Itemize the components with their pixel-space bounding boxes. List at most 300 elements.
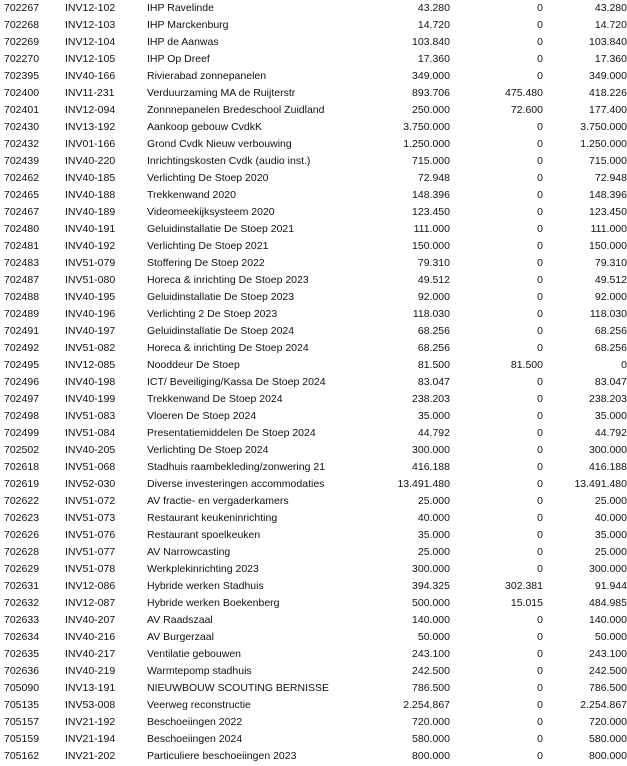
project-code-cell[interactable]: INV52-030 — [65, 478, 116, 490]
row-number-cell[interactable]: 705090 — [4, 682, 40, 694]
budget-cell[interactable]: 150.000 — [412, 240, 450, 252]
budget-cell[interactable]: 40.000 — [417, 512, 450, 524]
project-code-cell[interactable]: INV12-087 — [65, 597, 116, 609]
remaining-cell[interactable]: 43.280 — [594, 2, 627, 14]
budget-cell[interactable]: 92.000 — [417, 291, 450, 303]
budget-cell[interactable]: 68.256 — [417, 325, 450, 337]
spent-cell[interactable]: 0 — [537, 36, 543, 48]
row-number-cell[interactable]: 702495 — [4, 359, 40, 371]
description-cell[interactable]: Verlichting De Stoep 2020 — [147, 172, 269, 184]
description-cell[interactable]: Stoffering De Stoep 2022 — [147, 257, 265, 269]
budget-cell[interactable]: 25.000 — [417, 546, 450, 558]
project-code-cell[interactable]: INV40-199 — [65, 393, 116, 405]
row-number-cell[interactable]: 702499 — [4, 427, 40, 439]
table-row — [0, 425, 627, 442]
remaining-cell[interactable]: 238.203 — [589, 393, 627, 405]
description-cell[interactable]: Vloeren De Stoep 2024 — [147, 410, 257, 422]
spent-cell[interactable]: 0 — [537, 53, 543, 65]
table-row — [0, 527, 627, 544]
remaining-cell[interactable]: 50.000 — [594, 631, 627, 643]
remaining-cell[interactable]: 40.000 — [594, 512, 627, 524]
table-row — [0, 255, 627, 272]
table-row — [0, 459, 627, 476]
remaining-cell[interactable]: 416.188 — [589, 461, 627, 473]
project-code-cell[interactable]: INV40-166 — [65, 70, 116, 82]
description-cell[interactable]: AV Raadszaal — [147, 614, 213, 626]
description-cell[interactable]: Zonnnepanelen Bredeschool Zuidland — [147, 104, 325, 116]
budget-cell[interactable]: 17.360 — [417, 53, 450, 65]
description-cell[interactable]: IHP de Aanwas — [147, 36, 219, 48]
description-cell[interactable]: AV fractie- en vergaderkamers — [147, 495, 289, 507]
remaining-cell[interactable]: 35.000 — [594, 529, 627, 541]
budget-cell[interactable]: 79.310 — [417, 257, 450, 269]
budget-cell[interactable]: 123.450 — [412, 206, 450, 218]
spent-cell[interactable]: 0 — [537, 427, 543, 439]
row-number-cell[interactable]: 702439 — [4, 155, 40, 167]
row-number-cell[interactable]: 705157 — [4, 716, 40, 728]
spent-cell[interactable]: 0 — [537, 155, 543, 167]
remaining-cell[interactable]: 786.500 — [589, 682, 627, 694]
project-code-cell[interactable]: INV01-166 — [65, 138, 116, 150]
remaining-cell[interactable]: 79.310 — [594, 257, 627, 269]
row-number-cell[interactable]: 702270 — [4, 53, 40, 65]
spent-cell[interactable]: 0 — [537, 444, 543, 456]
budget-cell[interactable]: 720.000 — [412, 716, 450, 728]
budget-cell[interactable]: 25.000 — [417, 495, 450, 507]
project-code-cell[interactable]: INV40-196 — [65, 308, 116, 320]
remaining-cell[interactable]: 243.100 — [589, 648, 627, 660]
description-cell[interactable]: Diverse investeringen accommodaties — [147, 478, 325, 490]
row-number-cell[interactable]: 702626 — [4, 529, 40, 541]
row-number-cell[interactable]: 702467 — [4, 206, 40, 218]
remaining-cell[interactable]: 2.254.867 — [580, 699, 627, 711]
remaining-cell[interactable]: 44.792 — [594, 427, 627, 439]
spent-cell[interactable]: 0 — [537, 342, 543, 354]
project-code-cell[interactable]: INV40-198 — [65, 376, 116, 388]
description-cell[interactable]: Horeca & inrichting De Stoep 2023 — [147, 274, 309, 286]
spent-cell[interactable]: 0 — [537, 461, 543, 473]
spent-cell[interactable]: 0 — [537, 19, 543, 31]
remaining-cell[interactable]: 14.720 — [594, 19, 627, 31]
project-code-cell[interactable]: INV40-220 — [65, 155, 116, 167]
table-row — [0, 34, 627, 51]
row-number-cell[interactable]: 702618 — [4, 461, 40, 473]
table-row — [0, 221, 627, 238]
project-code-cell[interactable]: INV40-216 — [65, 631, 116, 643]
budget-cell[interactable]: 81.500 — [417, 359, 450, 371]
spent-cell[interactable]: 0 — [537, 546, 543, 558]
table-row — [0, 0, 627, 17]
row-number-cell[interactable]: 702267 — [4, 2, 40, 14]
row-number-cell[interactable]: 702487 — [4, 274, 40, 286]
remaining-cell[interactable]: 484.985 — [589, 597, 627, 609]
remaining-cell[interactable]: 68.256 — [594, 342, 627, 354]
row-number-cell[interactable]: 702497 — [4, 393, 40, 405]
row-number-cell[interactable]: 702489 — [4, 308, 40, 320]
project-code-cell[interactable]: INV53-008 — [65, 699, 116, 711]
remaining-cell[interactable]: 580.000 — [589, 733, 627, 745]
spent-cell[interactable]: 0 — [537, 512, 543, 524]
project-code-cell[interactable]: INV40-195 — [65, 291, 116, 303]
remaining-cell[interactable]: 300.000 — [589, 563, 627, 575]
table-row — [0, 476, 627, 493]
remaining-cell[interactable]: 300.000 — [589, 444, 627, 456]
spent-cell[interactable]: 0 — [537, 631, 543, 643]
budget-cell[interactable]: 35.000 — [417, 529, 450, 541]
table-row — [0, 340, 627, 357]
table-row — [0, 68, 627, 85]
spent-cell[interactable]: 0 — [537, 665, 543, 677]
budget-cell[interactable]: 238.203 — [412, 393, 450, 405]
budget-cell[interactable]: 242.500 — [412, 665, 450, 677]
project-code-cell[interactable]: INV51-082 — [65, 342, 116, 354]
spent-cell[interactable]: 0 — [537, 393, 543, 405]
remaining-cell[interactable]: 715.000 — [589, 155, 627, 167]
spent-cell[interactable]: 475.480 — [505, 87, 543, 99]
description-cell[interactable]: Stadhuis raambekleding/zonwering 21 — [147, 461, 326, 473]
description-cell[interactable]: Rivierabad zonnepanelen — [147, 70, 267, 82]
table-row — [0, 187, 627, 204]
project-code-cell[interactable]: INV12-086 — [65, 580, 116, 592]
table-row — [0, 272, 627, 289]
project-code-cell[interactable]: INV51-073 — [65, 512, 116, 524]
spent-cell[interactable]: 0 — [537, 223, 543, 235]
spent-cell[interactable]: 0 — [537, 70, 543, 82]
row-number-cell[interactable]: 702491 — [4, 325, 40, 337]
remaining-cell[interactable]: 91.944 — [594, 580, 627, 592]
project-code-cell[interactable]: INV12-103 — [65, 19, 116, 31]
budget-cell[interactable]: 118.030 — [412, 308, 450, 320]
project-code-cell[interactable]: INV51-076 — [65, 529, 116, 541]
spent-cell[interactable]: 0 — [537, 648, 543, 660]
spent-cell[interactable]: 72.600 — [510, 104, 543, 116]
row-number-cell[interactable]: 702462 — [4, 172, 40, 184]
spent-cell[interactable]: 0 — [537, 240, 543, 252]
budget-cell[interactable]: 1.250.000 — [403, 138, 450, 150]
budget-cell[interactable]: 580.000 — [412, 733, 450, 745]
row-number-cell[interactable]: 702496 — [4, 376, 40, 388]
description-cell[interactable]: Verlichting 2 De Stoep 2023 — [147, 308, 278, 320]
spent-cell[interactable]: 81.500 — [510, 359, 543, 371]
description-cell[interactable]: Trekkenwand 2020 — [147, 189, 236, 201]
project-code-cell[interactable]: INV21-192 — [65, 716, 116, 728]
spent-cell[interactable]: 0 — [537, 376, 543, 388]
table-row — [0, 357, 627, 374]
row-number-cell[interactable]: 702631 — [4, 580, 40, 592]
budget-cell[interactable]: 148.396 — [412, 189, 450, 201]
row-number-cell[interactable]: 702401 — [4, 104, 40, 116]
spent-cell[interactable]: 0 — [537, 308, 543, 320]
table-row — [0, 153, 627, 170]
table-row — [0, 408, 627, 425]
remaining-cell[interactable]: 242.500 — [589, 665, 627, 677]
description-cell[interactable]: Hybride werken Boekenberg — [147, 597, 280, 609]
budget-cell[interactable]: 140.000 — [412, 614, 450, 626]
description-cell[interactable]: AV Narrowcasting — [147, 546, 231, 558]
description-cell[interactable]: Verlichting De Stoep 2024 — [147, 444, 269, 456]
description-cell[interactable]: Videomeekijksysteem 2020 — [147, 206, 275, 218]
table-row — [0, 204, 627, 221]
project-code-cell[interactable]: INV40-205 — [65, 444, 116, 456]
remaining-cell[interactable]: 0 — [621, 359, 627, 371]
remaining-cell[interactable]: 13.491.480 — [574, 478, 627, 490]
remaining-cell[interactable]: 35.000 — [594, 410, 627, 422]
budget-cell[interactable]: 500.000 — [412, 597, 450, 609]
description-cell[interactable]: Restaurant spoelkeuken — [147, 529, 261, 541]
row-number-cell[interactable]: 702395 — [4, 70, 40, 82]
remaining-cell[interactable]: 49.512 — [594, 274, 627, 286]
budget-cell[interactable]: 715.000 — [412, 155, 450, 167]
budget-cell[interactable]: 68.256 — [417, 342, 450, 354]
remaining-cell[interactable]: 123.450 — [589, 206, 627, 218]
row-number-cell[interactable]: 702629 — [4, 563, 40, 575]
project-code-cell[interactable]: INV12-105 — [65, 53, 116, 65]
row-number-cell[interactable]: 702622 — [4, 495, 40, 507]
spent-cell[interactable]: 0 — [537, 206, 543, 218]
spent-cell[interactable]: 0 — [537, 291, 543, 303]
table-row — [0, 17, 627, 34]
project-code-cell[interactable]: INV40-188 — [65, 189, 116, 201]
spent-cell[interactable]: 0 — [537, 750, 543, 762]
row-number-cell[interactable]: 702480 — [4, 223, 40, 235]
remaining-cell[interactable]: 418.226 — [589, 87, 627, 99]
row-number-cell[interactable]: 702488 — [4, 291, 40, 303]
row-number-cell[interactable]: 702483 — [4, 257, 40, 269]
project-code-cell[interactable]: INV11-231 — [65, 87, 115, 99]
row-number-cell[interactable]: 702498 — [4, 410, 40, 422]
description-cell[interactable]: Nooddeur De Stoep — [147, 359, 240, 371]
spent-cell[interactable]: 0 — [537, 274, 543, 286]
budget-cell[interactable]: 786.500 — [412, 682, 450, 694]
row-number-cell[interactable]: 705159 — [4, 733, 40, 745]
remaining-cell[interactable]: 25.000 — [594, 495, 627, 507]
description-cell[interactable]: Aankoop gebouw CvdkK — [147, 121, 262, 133]
project-code-cell[interactable]: INV51-077 — [65, 546, 116, 558]
remaining-cell[interactable]: 800.000 — [589, 750, 627, 762]
remaining-cell[interactable]: 1.250.000 — [580, 138, 627, 150]
budget-cell[interactable]: 14.720 — [417, 19, 450, 31]
description-cell[interactable]: Restaurant keukeninrichting — [147, 512, 278, 524]
project-code-cell[interactable]: INV40-197 — [65, 325, 116, 337]
description-cell[interactable]: Trekkenwand De Stoep 2024 — [147, 393, 283, 405]
row-number-cell[interactable]: 702492 — [4, 342, 40, 354]
table-row — [0, 442, 627, 459]
spent-cell[interactable]: 0 — [537, 2, 543, 14]
remaining-cell[interactable]: 83.047 — [594, 376, 627, 388]
project-code-cell[interactable]: INV40-185 — [65, 172, 116, 184]
row-number-cell[interactable]: 702269 — [4, 36, 40, 48]
budget-cell[interactable]: 44.792 — [417, 427, 450, 439]
remaining-cell[interactable]: 72.948 — [594, 172, 627, 184]
spent-cell[interactable]: 0 — [537, 325, 543, 337]
budget-cell[interactable]: 300.000 — [412, 563, 450, 575]
budget-cell[interactable]: 43.280 — [417, 2, 450, 14]
spent-cell[interactable]: 0 — [537, 614, 543, 626]
table-row — [0, 170, 627, 187]
spent-cell[interactable]: 0 — [537, 495, 543, 507]
budget-cell[interactable]: 49.512 — [417, 274, 450, 286]
description-cell[interactable]: Geluidinstallatie De Stoep 2021 — [147, 223, 295, 235]
spent-cell[interactable]: 0 — [537, 529, 543, 541]
project-code-cell[interactable]: INV40-207 — [65, 614, 116, 626]
remaining-cell[interactable]: 150.000 — [589, 240, 627, 252]
table-row — [0, 119, 627, 136]
spent-cell[interactable]: 0 — [537, 716, 543, 728]
budget-cell[interactable]: 416.188 — [412, 461, 450, 473]
row-number-cell[interactable]: 702268 — [4, 19, 40, 31]
budget-cell[interactable]: 300.000 — [412, 444, 450, 456]
spent-cell[interactable]: 0 — [537, 410, 543, 422]
remaining-cell[interactable]: 3.750.000 — [580, 121, 627, 133]
remaining-cell[interactable]: 148.396 — [589, 189, 627, 201]
project-code-cell[interactable]: INV51-080 — [65, 274, 116, 286]
spent-cell[interactable]: 0 — [537, 682, 543, 694]
budget-cell[interactable]: 13.491.480 — [397, 478, 450, 490]
row-number-cell[interactable]: 702400 — [4, 87, 40, 99]
row-number-cell[interactable]: 702502 — [4, 444, 40, 456]
row-number-cell[interactable]: 702628 — [4, 546, 40, 558]
budget-cell[interactable]: 250.000 — [412, 104, 450, 116]
description-cell[interactable]: Beschoeiingen 2022 — [147, 716, 243, 728]
remaining-cell[interactable]: 349.000 — [589, 70, 627, 82]
spent-cell[interactable]: 0 — [537, 733, 543, 745]
description-cell[interactable]: IHP Ravelinde — [147, 2, 214, 14]
row-number-cell[interactable]: 705135 — [4, 699, 40, 711]
budget-cell[interactable]: 243.100 — [412, 648, 450, 660]
remaining-cell[interactable]: 118.030 — [589, 308, 627, 320]
remaining-cell[interactable]: 140.000 — [589, 614, 627, 626]
row-number-cell[interactable]: 702430 — [4, 121, 40, 133]
budget-cell[interactable]: 111.000 — [413, 223, 450, 235]
spent-cell[interactable]: 0 — [537, 189, 543, 201]
project-code-cell[interactable]: INV12-104 — [65, 36, 116, 48]
table-row — [0, 748, 627, 765]
budget-cell[interactable]: 83.047 — [417, 376, 450, 388]
spent-cell[interactable]: 15.015 — [510, 597, 543, 609]
description-cell[interactable]: Verduurzaming MA de Ruijterstr — [147, 87, 296, 99]
project-code-cell[interactable]: INV40-189 — [65, 206, 116, 218]
description-cell[interactable]: Geluidinstallatie De Stoep 2023 — [147, 291, 295, 303]
description-cell[interactable]: Warmtepomp stadhuis — [147, 665, 252, 677]
project-code-cell[interactable]: INV13-191 — [65, 682, 116, 694]
project-code-cell[interactable]: INV21-202 — [65, 750, 116, 762]
spent-cell[interactable]: 302.381 — [505, 580, 543, 592]
budget-cell[interactable]: 800.000 — [412, 750, 450, 762]
description-cell[interactable]: Veerweg reconstructie — [147, 699, 251, 711]
spent-cell[interactable]: 0 — [537, 172, 543, 184]
row-number-cell[interactable]: 702481 — [4, 240, 40, 252]
project-code-cell[interactable]: INV21-194 — [65, 733, 116, 745]
description-cell[interactable]: Grond Cvdk Nieuw verbouwing — [147, 138, 292, 150]
description-cell[interactable]: Particuliere beschoeiingen 2023 — [147, 750, 297, 762]
spent-cell[interactable]: 0 — [537, 478, 543, 490]
budget-cell[interactable]: 50.000 — [417, 631, 450, 643]
description-cell[interactable]: Beschoeiingen 2024 — [147, 733, 243, 745]
project-code-cell[interactable]: INV40-192 — [65, 240, 116, 252]
budget-cell[interactable]: 394.325 — [412, 580, 450, 592]
table-row — [0, 510, 627, 527]
table-row — [0, 51, 627, 68]
row-number-cell[interactable]: 705162 — [4, 750, 40, 762]
remaining-cell[interactable]: 111.000 — [590, 223, 627, 235]
row-number-cell[interactable]: 702635 — [4, 648, 40, 660]
row-number-cell[interactable]: 702432 — [4, 138, 40, 150]
description-cell[interactable]: NIEUWBOUW SCOUTING BERNISSE — [147, 682, 330, 694]
description-cell[interactable]: Inrichtingskosten Cvdk (audio inst.) — [147, 155, 311, 167]
remaining-cell[interactable]: 25.000 — [594, 546, 627, 558]
project-code-cell[interactable]: INV13-192 — [65, 121, 116, 133]
project-code-cell[interactable]: INV12-094 — [65, 104, 116, 116]
description-cell[interactable]: IHP Op Dreef — [147, 53, 210, 65]
project-code-cell[interactable]: INV40-217 — [65, 648, 116, 660]
table-row — [0, 680, 627, 697]
description-cell[interactable]: IHP Marckenburg — [147, 19, 229, 31]
description-cell[interactable]: Ventilatie gebouwen — [147, 648, 241, 660]
description-cell[interactable]: Verlichting De Stoep 2021 — [147, 240, 269, 252]
table-row — [0, 629, 627, 646]
project-code-cell[interactable]: INV51-083 — [65, 410, 116, 422]
remaining-cell[interactable]: 720.000 — [589, 716, 627, 728]
project-code-cell[interactable]: INV12-085 — [65, 359, 116, 371]
budget-cell[interactable]: 103.840 — [412, 36, 450, 48]
remaining-cell[interactable]: 92.000 — [594, 291, 627, 303]
spent-cell[interactable]: 0 — [537, 121, 543, 133]
row-number-cell[interactable]: 702636 — [4, 665, 40, 677]
row-number-cell[interactable]: 702623 — [4, 512, 40, 524]
table-row — [0, 289, 627, 306]
description-cell[interactable]: Werkplekinrichting 2023 — [147, 563, 259, 575]
description-cell[interactable]: Horeca & inrichting De Stoep 2024 — [147, 342, 309, 354]
spent-cell[interactable]: 0 — [537, 257, 543, 269]
project-code-cell[interactable]: INV51-078 — [65, 563, 116, 575]
remaining-cell[interactable]: 177.400 — [589, 104, 627, 116]
budget-cell[interactable]: 2.254.867 — [403, 699, 450, 711]
description-cell[interactable]: Geluidinstallatie De Stoep 2024 — [147, 325, 295, 337]
project-code-cell[interactable]: INV51-084 — [65, 427, 116, 439]
budget-cell[interactable]: 35.000 — [417, 410, 450, 422]
spent-cell[interactable]: 0 — [537, 563, 543, 575]
project-code-cell[interactable]: INV40-191 — [65, 223, 116, 235]
row-number-cell[interactable]: 702634 — [4, 631, 40, 643]
remaining-cell[interactable]: 68.256 — [594, 325, 627, 337]
row-number-cell[interactable]: 702465 — [4, 189, 40, 201]
description-cell[interactable]: Presentatiemiddelen De Stoep 2024 — [147, 427, 316, 439]
table-row — [0, 323, 627, 340]
row-number-cell[interactable]: 702632 — [4, 597, 40, 609]
description-cell[interactable]: Hybride werken Stadhuis — [147, 580, 264, 592]
project-code-cell[interactable]: INV51-072 — [65, 495, 116, 507]
description-cell[interactable]: ICT/ Beveiliging/Kassa De Stoep 2024 — [147, 376, 326, 388]
spent-cell[interactable]: 0 — [537, 699, 543, 711]
remaining-cell[interactable]: 103.840 — [589, 36, 627, 48]
spent-cell[interactable]: 0 — [537, 138, 543, 150]
row-number-cell[interactable]: 702633 — [4, 614, 40, 626]
budget-cell[interactable]: 349.000 — [412, 70, 450, 82]
table-row — [0, 663, 627, 680]
project-code-cell[interactable]: INV12-102 — [65, 2, 116, 14]
project-code-cell[interactable]: INV51-079 — [65, 257, 116, 269]
budget-cell[interactable]: 72.948 — [417, 172, 450, 184]
project-code-cell[interactable]: INV40-219 — [65, 665, 116, 677]
description-cell[interactable]: AV Burgerzaal — [147, 631, 214, 643]
row-number-cell[interactable]: 702619 — [4, 478, 40, 490]
table-row — [0, 714, 627, 731]
remaining-cell[interactable]: 17.360 — [594, 53, 627, 65]
table-row — [0, 697, 627, 714]
project-code-cell[interactable]: INV51-068 — [65, 461, 116, 473]
budget-cell[interactable]: 3.750.000 — [403, 121, 450, 133]
budget-cell[interactable]: 893.706 — [412, 87, 450, 99]
